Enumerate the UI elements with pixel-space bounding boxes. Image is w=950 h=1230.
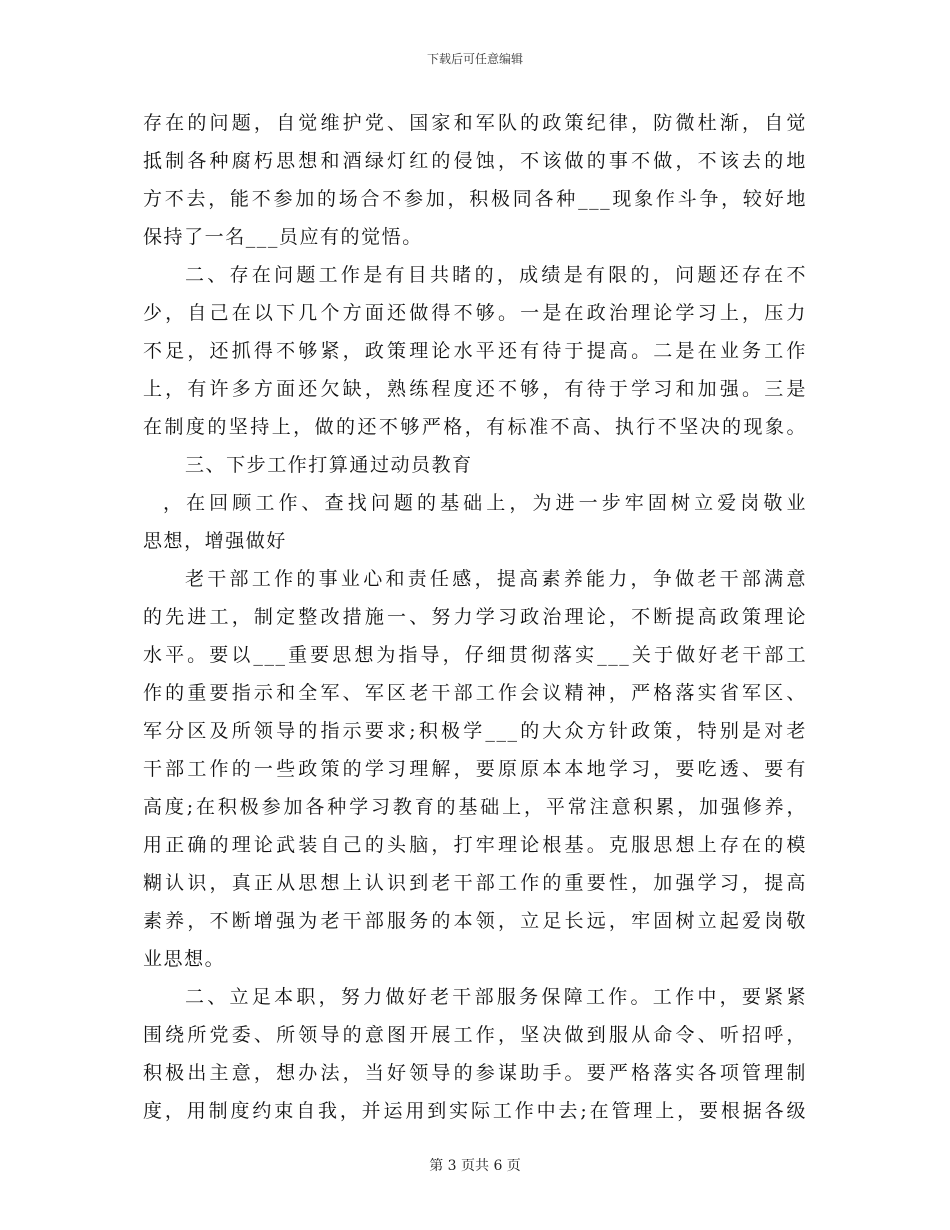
document-body bbox=[143, 104, 807, 1130]
body-line: 素养，不断增强为老干部服务的本领，立足长远，牢固树立起爱岗敬 bbox=[143, 910, 807, 932]
body-line: ，在回顾工作、查找问题的基础上，为进一步牢固树立爱岗敬业 bbox=[163, 492, 807, 514]
body-line: 用正确的理论武装自己的头脑，打牢理论根基。克服思想上存在的模 bbox=[143, 834, 807, 856]
body-line: 方不去，能不参加的场合不参加，积极同各种___现象作斗争，较好地 bbox=[143, 188, 807, 210]
body-line: 水平。要以___重要思想为指导，仔细贯彻落实___关于做好老干部工 bbox=[143, 644, 807, 666]
body-line: 上，有许多方面还欠缺，熟练程度还不够，有待于学习和加强。三是 bbox=[143, 378, 807, 400]
body-line: 抵制各种腐朽思想和酒绿灯红的侵蚀，不该做的事不做，不该去的地 bbox=[143, 150, 807, 172]
body-line: 少，自己在以下几个方面还做得不够。一是在政治理论学习上，压力 bbox=[143, 302, 807, 324]
body-line: 高度;在积极参加各种学习教育的基础上，平常注意积累，加强修养， bbox=[143, 796, 807, 818]
body-line: 二、存在问题工作是有目共睹的，成绩是有限的，问题还存在不 bbox=[185, 264, 807, 286]
body-line: 不足，还抓得不够紧，政策理论水平还有待于提高。二是在业务工作 bbox=[143, 340, 807, 362]
body-line: 积极出主意，想办法，当好领导的参谋助手。要严格落实各项管理制 bbox=[143, 1062, 807, 1084]
body-line: 思想，增强做好 bbox=[143, 530, 287, 552]
body-line: 军分区及所领导的指示要求;积极学___的大众方针政策，特别是对老 bbox=[143, 720, 807, 742]
body-line: 的先进工，制定整改措施一、努力学习政治理论，不断提高政策理论 bbox=[143, 606, 807, 628]
body-line: 度，用制度约束自我，并运用到实际工作中去;在管理上，要根据各级 bbox=[143, 1100, 807, 1122]
body-line: 存在的问题，自觉维护党、国家和军队的政策纪律，防微杜渐，自觉 bbox=[143, 112, 807, 134]
body-line: 在制度的坚持上，做的还不够严格，有标准不高、执行不坚决的现象。 bbox=[143, 416, 807, 438]
page-footer: 第 3 页共 6 页 bbox=[429, 1158, 521, 1174]
body-line: 业思想。 bbox=[143, 948, 226, 970]
body-line: 作的重要指示和全军、军区老干部工作会议精神，严格落实省军区、 bbox=[143, 682, 807, 704]
body-line: 老干部工作的事业心和责任感，提高素养能力，争做老干部满意 bbox=[185, 568, 807, 590]
body-line: 糊认识，真正从思想上认识到老干部工作的重要性，加强学习，提高 bbox=[143, 872, 807, 894]
body-line: 干部工作的一些政策的学习理解，要原原本本地学习，要吃透、要有 bbox=[143, 758, 807, 780]
page-header: 下载后可任意编辑 bbox=[426, 52, 523, 66]
body-line: 二、立足本职，努力做好老干部服务保障工作。工作中，要紧紧 bbox=[185, 986, 807, 1008]
body-line: 三、下步工作打算通过动员教育 bbox=[185, 454, 473, 476]
body-line: 保持了一名___员应有的觉悟。 bbox=[143, 226, 423, 248]
body-line: 围绕所党委、所领导的意图开展工作，坚决做到服从命令、听招呼， bbox=[143, 1024, 807, 1046]
